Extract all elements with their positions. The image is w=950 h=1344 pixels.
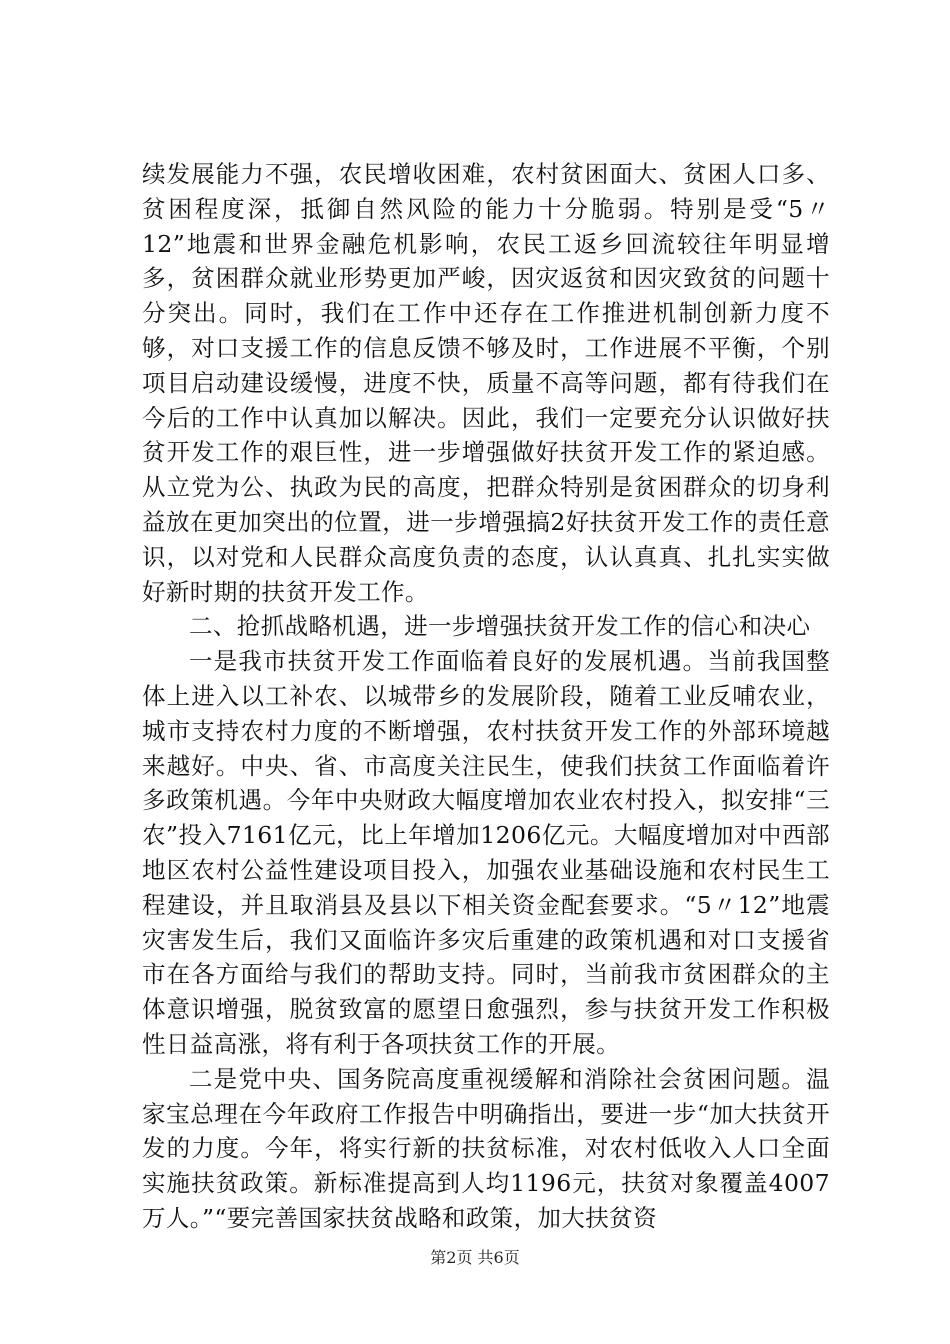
paragraph-continuation: 续发展能力不强，农民增收困难，农村贫困面大、贫困人口多、贫困程度深，抵御自然风险的能力十分脆弱。特别是受“5〃12”地震和世界金融危机影响，农民工返乡回流较往年明显增多，贫困群众就业形势更加严峻，因灾返贫和因灾致贫的问题十分突出。同时，我们在工作中还存在工作推进机制创新力度不够，对口支援工作的信息反馈不够及时，工作进展不平衡，个别项目启动建设缓慢，进度不快，质量不高等问题，都有待我们在今后的工作中认真加以解决。因此，我们一定要充分认识做好扶贫开发工作的艰巨性，进一步增强做好扶贫开发工作的紧迫感。从立党为公、执政为民的高度，把群众特别是贫困群众的切身利益放在更加突出的位置，进一步增强搞2好扶贫开发工作的责任意识，以对党和人民群众高度负责的态度，认认真真、扎扎实实做好新时期的扶贫开发工作。: [142, 160, 830, 606]
paragraph-opportunity-2: 二是党中央、国务院高度重视缓解和消除社会贫困问题。温家宝总理在今年政府工作报告中明确指出，要进一步“加大扶贫开发的力度。今年，将实行新的扶贫标准，对农村低收入人口全面实施扶贫政策。新标准提高到人均1196元，扶贫对象覆盖4007万人。”“要完善国家扶贫战略和政策，加大扶贫资: [142, 1064, 830, 1232]
page-number-footer: 第2页 共6页: [430, 1248, 520, 1267]
section-heading: 二、抢抓战略机遇，进一步增强扶贫开发工作的信心和决心: [189, 612, 811, 641]
document-body: [142, 157, 830, 1236]
paragraph-opportunity-1: 一是我市扶贫开发工作面临着良好的发展机遇。当前我国整体上进入以工补农、以城带乡的发展阶段，随着工业反哺农业，城市支持农村力度的不断增强，农村扶贫开发工作的外部环境越来越好。中央、省、市高度关注民生，使我们扶贫工作面临着许多政策机遇。今年中央财政大幅度增加农业农村投入，拟安排“三农”投入7161亿元，比上年增加1206亿元。大幅度增加对中西部地区农村公益性建设项目投入，加强农业基础设施和农村民生工程建设，并且取消县及县以下相关资金配套要求。“5〃12”地震灾害发生后，我们又面临许多灾后重建的政策机遇和对口支援省市在各方面给与我们的帮助支持。同时，当前我市贫困群众的主体意识增强，脱贫致富的愿望日愈强烈，参与扶贫开发工作积极性日益高涨，将有利于各项扶贫工作的开展。: [142, 647, 830, 1058]
